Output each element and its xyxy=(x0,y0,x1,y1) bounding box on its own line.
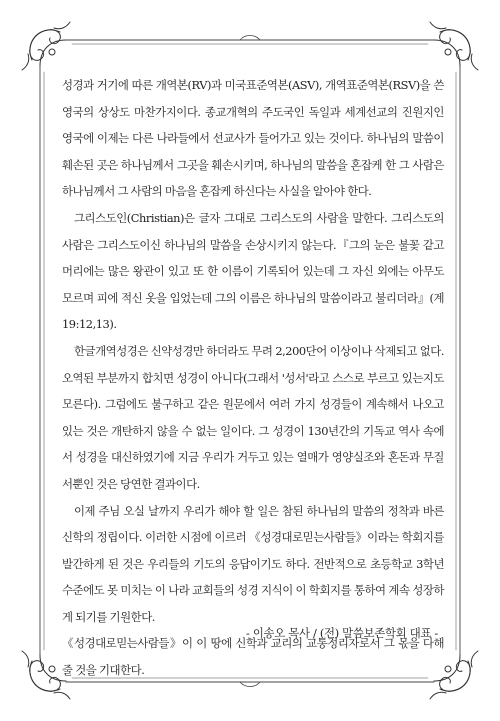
paragraph: 이제 주님 오실 날까지 우리가 해야 할 일은 참된 하나님의 말씀의 정착과 바른 신학의 정립이다. 이러한 시점에 이르러 《성경대로믿는사람들》이라는 학회지를 발간하게 된 것은 우리들의 기도의 응답이기도 하다. 전반적으로 초등학교 3학년 수준에도 못 미치는 이 나라 교회들의 성경 지식이 이 학회지를 통하여 계속 성장하게 되기를 기원한다. xyxy=(62,503,444,624)
paragraph: 그리스도인(Christian)은 글자 그대로 그리스도의 사람을 말한다. 그리스도의 사람은 그리스도이신 하나님의 말씀을 손상시키지 않는다.『그의 눈은 불꽃 같고 머리에는 많은 왕관이 있고 또 한 이름이 기록되어 있는데 그 자신 외에는 아무도 모르며 피에 적신 옷을 입었는데 그의 이름은 하나님의 말씀이라고 불리더라』(계 19:12,13). xyxy=(62,210,444,332)
body-text xyxy=(62,72,444,684)
paragraph: 한글개역성경은 신약성경만 하더라도 무려 2,200단어 이상이나 삭제되고 없다. 오역된 부분까지 합치면 성경이 아니다(그래서 '성서'라고 스스로 부르고 있는지도 모른다). 그럼에도 불구하고 같은 원문에서 여러 가지 성경들이 계속해서 나오고 있는 것은 개탄하지 않을 수 없는 일이다. 그 성경이 130년간의 기독교 역사 속에서 성경을 대신하였기에 지금 우리가 거두고 있는 열매가 영양실조와 혼돈과 무질서뿐인 것은 당연한 결과이다. xyxy=(62,343,444,491)
paragraph: 《성경대로믿는사람들》이 이 땅에 신학과 교리의 교통정리자로서 그 몫을 다해 줄 것을 기대한다. xyxy=(62,636,444,678)
paragraph: 성경과 거기에 따른 개역본(RV)과 미국표준역본(ASV), 개역표준역본(RSV)을 쓴 영국의 상상도 마찬가지이다. 종교개혁의 주도국인 독일과 세계선교의 진원지인 영국에 이제는 다른 나라들에서 선교사가 들어가고 있는 것이다. 하나님의 말씀이 훼손된 곳은 하나님께서 그곳을 훼손시키며, 하나님의 말씀을 혼잡케 한 그 사람은 하나님께서 그 사람의 마음을 혼잡케 하신다는 사실을 알아야 한다. xyxy=(62,78,444,199)
author-signature: - 이송오 목사 / (전) 말씀보존학회 대표 - xyxy=(245,626,438,640)
